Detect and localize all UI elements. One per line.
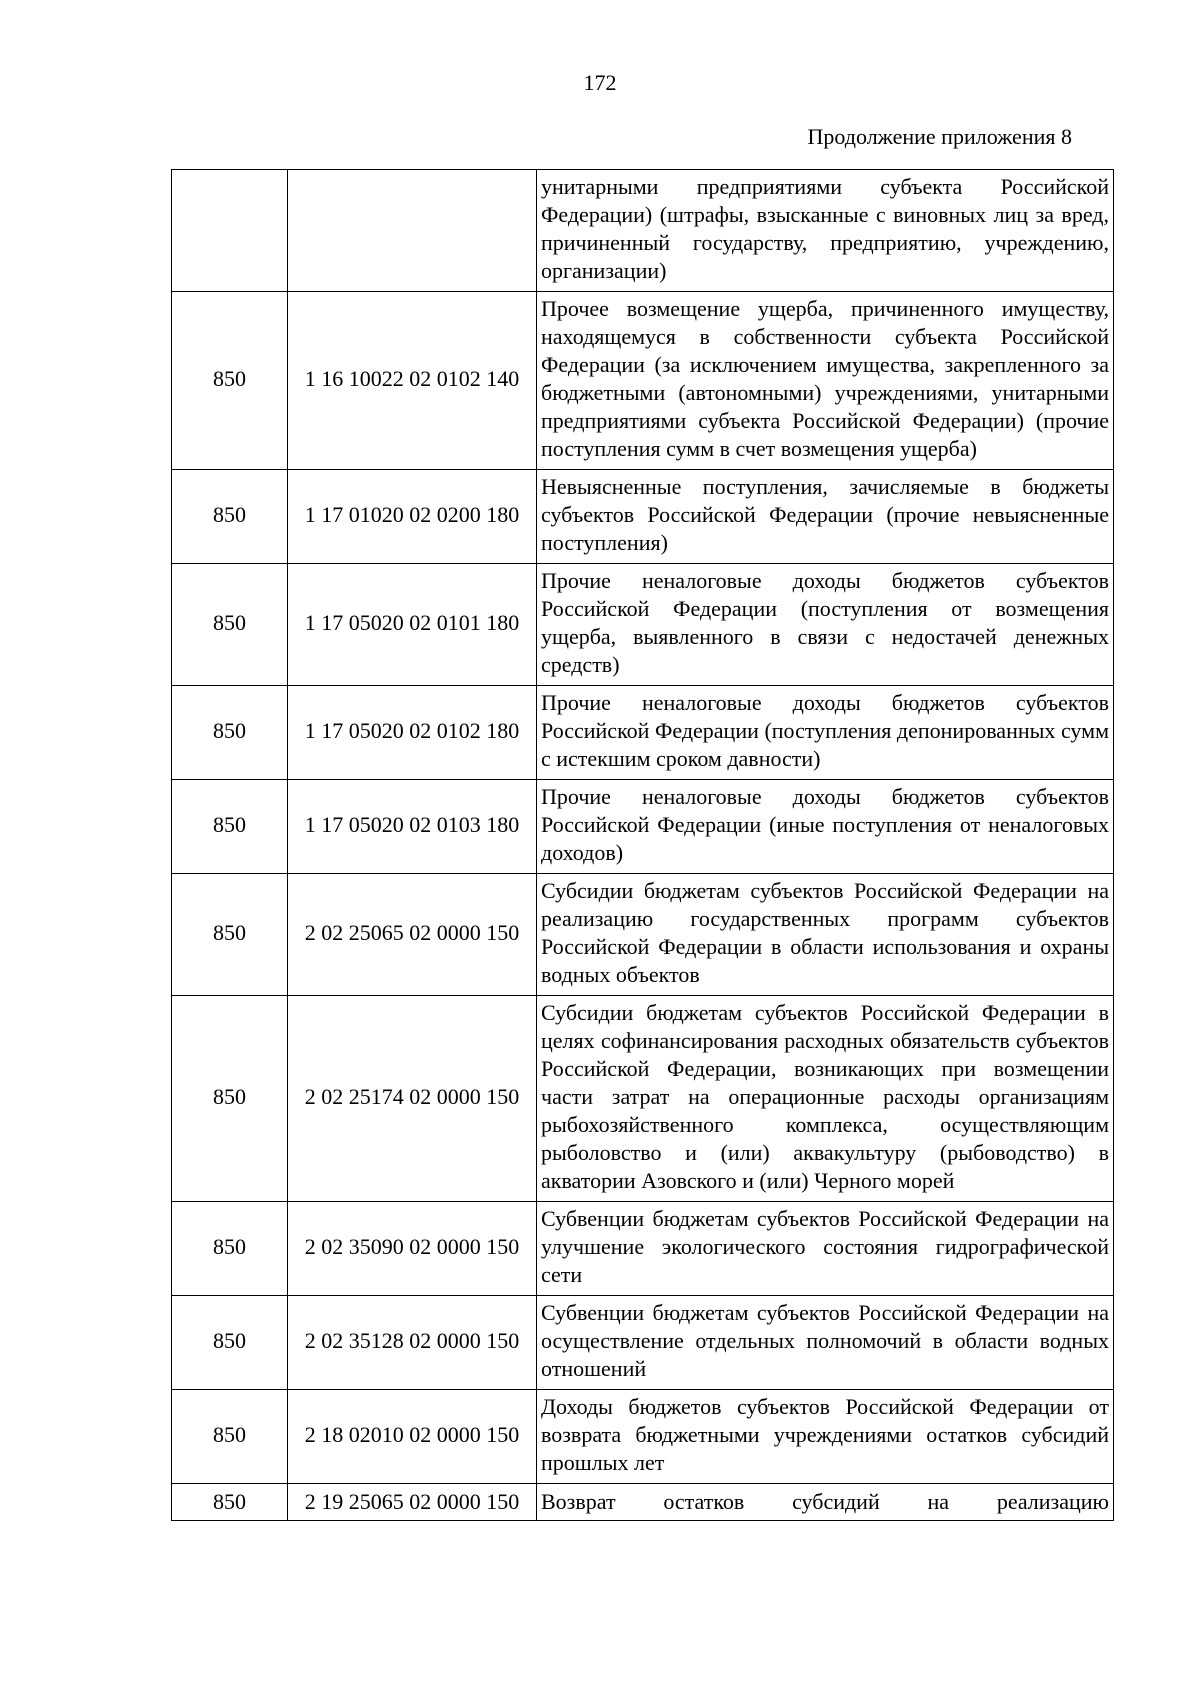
- admin-code-cell: 850: [172, 564, 288, 686]
- appendix-continuation-label: Продолжение приложения 8: [807, 124, 1072, 149]
- description-cell: Прочее возмещение ущерба, причиненного имуществу, находящемуся в собственности субъекта Российской Федерации (за исключением имущества, закрепленного за бюджетными (автономными) учреждениями, унитарными предприятиями субъекта Российской Федерации) (прочие поступления сумм в счет возмещения ущерба): [537, 292, 1114, 470]
- admin-code-cell: 850: [172, 1390, 288, 1484]
- table-row: [172, 1484, 1114, 1521]
- budget-code-cell: 1 17 05020 02 0102 180: [288, 686, 537, 780]
- admin-code-cell: [172, 170, 288, 292]
- budget-code-cell: 1 16 10022 02 0102 140: [288, 292, 537, 470]
- table-row: [172, 1202, 1114, 1296]
- description-cell: Прочие неналоговые доходы бюджетов субъектов Российской Федерации (иные поступления от неналоговых доходов): [537, 780, 1114, 874]
- admin-code-cell: 850: [172, 874, 288, 996]
- budget-code-cell: 2 02 25065 02 0000 150: [288, 874, 537, 996]
- budget-code-cell: 2 19 25065 02 0000 150: [288, 1484, 537, 1521]
- budget-code-cell: 2 02 25174 02 0000 150: [288, 996, 537, 1202]
- description-cell: Субсидии бюджетам субъектов Российской Федерации в целях софинансирования расходных обязательств субъектов Российской Федерации, возникающих при возмещении части затрат на операционные расходы организациям рыбохозяйственного комплекса, осуществляющим рыболовство и (или) аквакультуру (рыбоводство) в акватории Азовского и (или) Черного морей: [537, 996, 1114, 1202]
- admin-code-cell: 850: [172, 686, 288, 780]
- table-row: [172, 1296, 1114, 1390]
- table-row: [172, 292, 1114, 470]
- description-cell: унитарными предприятиями субъекта Российской Федерации) (штрафы, взысканные с виновных лиц за вред, причиненный государству, предприятию, учреждению, организации): [537, 170, 1114, 292]
- table-row: [172, 1390, 1114, 1484]
- revenue-codes-table: [171, 169, 1114, 1521]
- table-row: [172, 170, 1114, 292]
- budget-code-cell: 2 02 35128 02 0000 150: [288, 1296, 537, 1390]
- description-cell: Невыясненные поступления, зачисляемые в бюджеты субъектов Российской Федерации (прочие невыясненные поступления): [537, 470, 1114, 564]
- budget-code-cell: 1 17 05020 02 0103 180: [288, 780, 537, 874]
- table-row: [172, 470, 1114, 564]
- admin-code-cell: 850: [172, 780, 288, 874]
- admin-code-cell: 850: [172, 470, 288, 564]
- description-cell: Субвенции бюджетам субъектов Российской Федерации на осуществление отдельных полномочий в области водных отношений: [537, 1296, 1114, 1390]
- table-row: [172, 564, 1114, 686]
- table-row: [172, 874, 1114, 996]
- description-cell: Прочие неналоговые доходы бюджетов субъектов Российской Федерации (поступления от возмещения ущерба, выявленного в связи с недостачей денежных средств): [537, 564, 1114, 686]
- admin-code-cell: 850: [172, 1484, 288, 1521]
- admin-code-cell: 850: [172, 996, 288, 1202]
- budget-code-cell: 1 17 01020 02 0200 180: [288, 470, 537, 564]
- description-cell: Доходы бюджетов субъектов Российской Федерации от возврата бюджетными учреждениями остатков субсидий прошлых лет: [537, 1390, 1114, 1484]
- table-row: [172, 780, 1114, 874]
- description-cell: Субвенции бюджетам субъектов Российской Федерации на улучшение экологического состояния гидрографической сети: [537, 1202, 1114, 1296]
- table-row: [172, 686, 1114, 780]
- admin-code-cell: 850: [172, 1296, 288, 1390]
- description-cell: Возврат остатков субсидий на реализацию: [537, 1484, 1114, 1521]
- description-cell: Прочие неналоговые доходы бюджетов субъектов Российской Федерации (поступления депонированных сумм с истекшим сроком давности): [537, 686, 1114, 780]
- budget-code-cell: 1 17 05020 02 0101 180: [288, 564, 537, 686]
- budget-code-cell: 2 18 02010 02 0000 150: [288, 1390, 537, 1484]
- page-number: 172: [583, 70, 617, 95]
- admin-code-cell: 850: [172, 292, 288, 470]
- budget-code-cell: 2 02 35090 02 0000 150: [288, 1202, 537, 1296]
- description-cell: Субсидии бюджетам субъектов Российской Федерации на реализацию государственных программ субъектов Российской Федерации в области использования и охраны водных объектов: [537, 874, 1114, 996]
- admin-code-cell: 850: [172, 1202, 288, 1296]
- table-row: [172, 996, 1114, 1202]
- budget-code-cell: [288, 170, 537, 292]
